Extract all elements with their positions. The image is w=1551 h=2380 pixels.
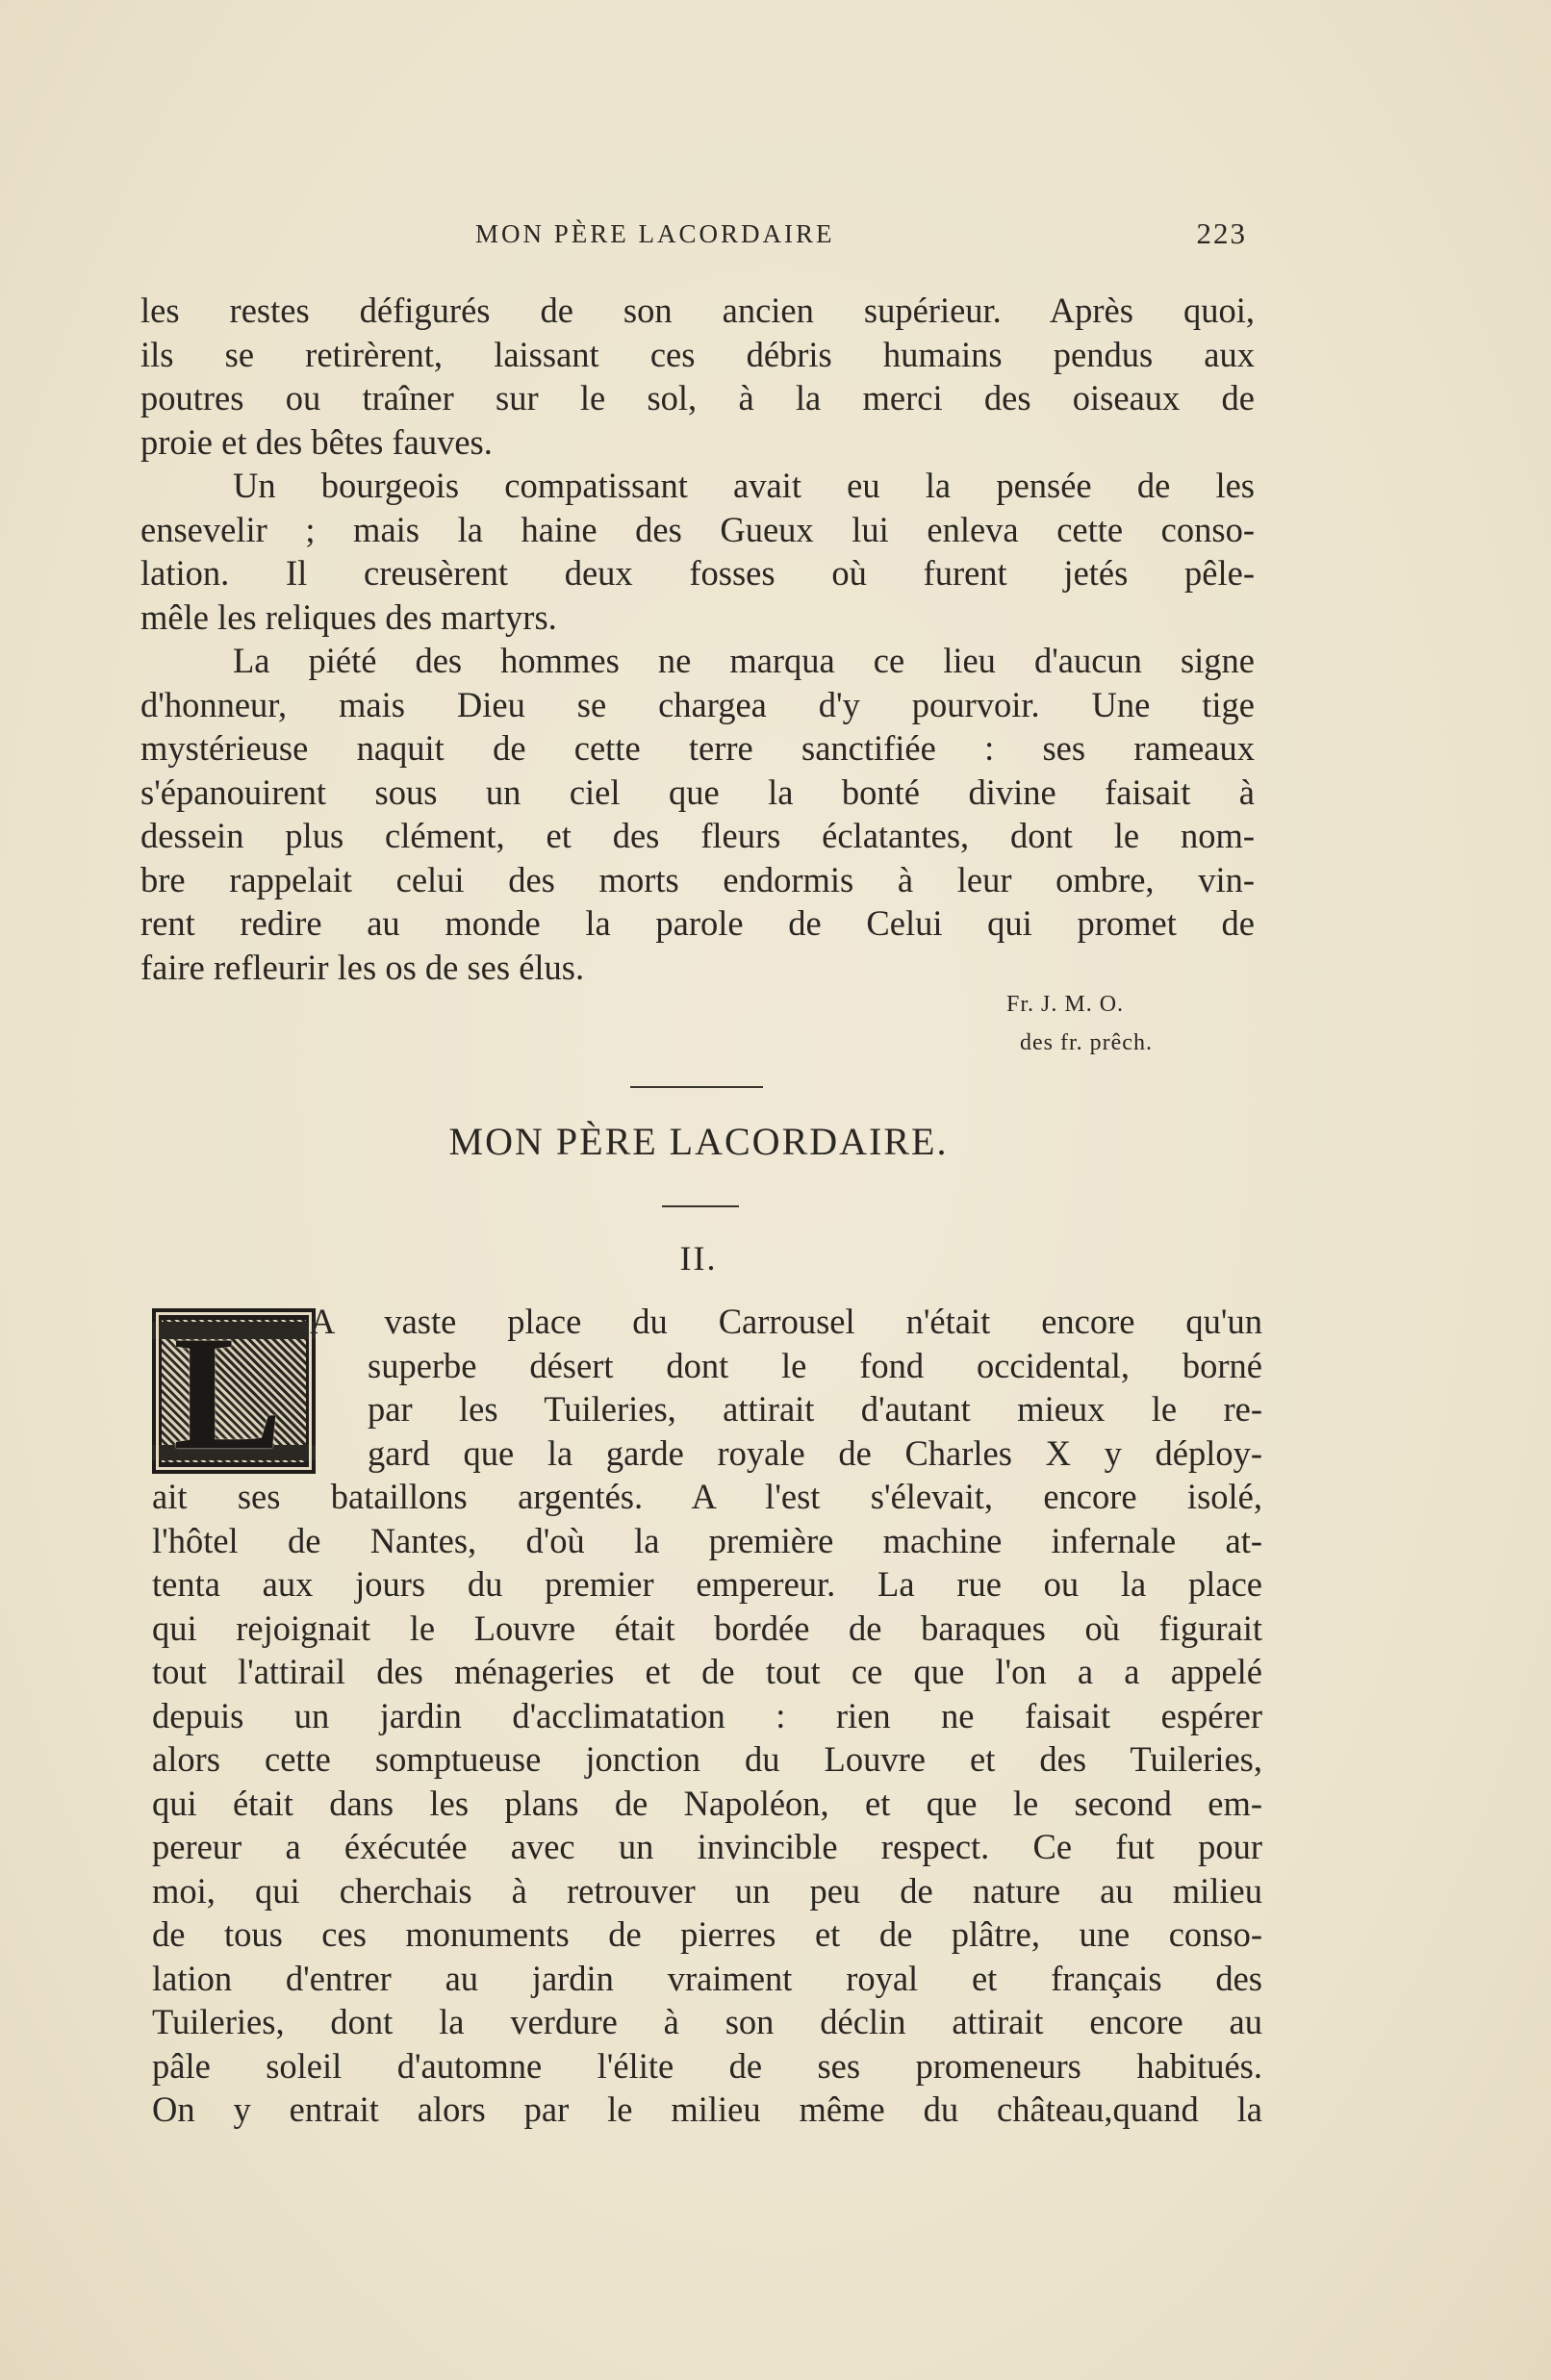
section-title: MON PÈRE LACORDAIRE.	[448, 1120, 949, 1163]
text-line: Un bourgeois compatissant avait eu la pensée de les	[233, 466, 1255, 505]
text-line: par les Tuileries, attirait d'autant mieux le re-	[368, 1389, 1262, 1429]
section-divider-short	[662, 1205, 739, 1207]
text-line: proie et des bêtes fauves.	[140, 421, 493, 462]
text-line: mystérieuse naquit de cette terre sanctifiée : ses rameaux	[140, 728, 1255, 768]
ornamental-dropcap	[152, 1303, 316, 1483]
signature-title: des fr. prêch.	[1020, 1030, 1153, 1055]
running-title: MON PÈRE LACORDAIRE	[475, 219, 835, 248]
paragraph-block-1	[140, 289, 1255, 989]
text-line: dessein plus clément, et des fleurs éclatantes, dont le nom-	[140, 816, 1255, 855]
text-line: depuis un jardin d'acclimatation : rien ne faisait espérer	[152, 1695, 1262, 1735]
text-line: lation d'entrer au jardin vraiment royal et français des	[152, 1958, 1262, 1998]
text-line: pâle soleil d'automne l'élite de ses promeneurs habitués.	[152, 2045, 1262, 2086]
text-line: ils se retirèrent, laissant ces débris humains pendus aux	[140, 334, 1255, 374]
text-line: gard que la garde royale de Charles X y déploy-	[368, 1432, 1262, 1473]
paragraph-block-2	[152, 1475, 1262, 2132]
text-line: qui était dans les plans de Napoléon, et que le second em-	[152, 1783, 1262, 1823]
text-line: alors cette somptueuse jonction du Louvre et des Tuileries,	[152, 1739, 1262, 1779]
text-line: A vaste place du Carrousel n'était encore qu'un	[310, 1302, 1262, 1341]
text-line: s'épanouirent sous un ciel que la bonté divine faisait à	[140, 772, 1255, 812]
text-line: rent redire au monde la parole de Celui qui promet de	[140, 903, 1255, 943]
running-header	[140, 216, 1247, 258]
text-line: de tous ces monuments de pierres et de plâtre, une conso-	[152, 1914, 1262, 1954]
dropcap-letter: L	[173, 1303, 283, 1483]
text-line: La piété des hommes ne marqua ce lieu d'aucun signe	[233, 641, 1255, 680]
text-line: On y entrait alors par le milieu même du château,quand la	[152, 2089, 1262, 2129]
text-line: faire refleurir les os de ses élus.	[140, 947, 585, 987]
signature-name: Fr. J. M. O.	[1006, 992, 1125, 1017]
section-number: II.	[679, 1239, 718, 1278]
text-line: superbe désert dont le fond occidental, borné	[368, 1345, 1262, 1385]
text-line: d'honneur, mais Dieu se chargea d'y pourvoir. Une tige	[140, 684, 1255, 724]
text-line: moi, qui cherchais à retrouver un peu de nature au milieu	[152, 1870, 1262, 1911]
text-line: pereur a éxécutée avec un invincible respect. Ce fut pour	[152, 1827, 1262, 1866]
text-line: mêle les reliques des martyrs.	[140, 596, 557, 637]
text-line: tout l'attirail des ménageries et de tout ce que l'on a a appelé	[152, 1652, 1262, 1691]
text-line: qui rejoignait le Louvre était bordée de baraques où figurait	[152, 1608, 1262, 1648]
text-line: ait ses bataillons argentés. A l'est s'élevait, encore isolé,	[152, 1477, 1262, 1516]
text-line: Tuileries, dont la verdure à son déclin attirait encore au	[152, 2002, 1262, 2041]
section-divider	[630, 1086, 763, 1088]
paragraph-lead-lines	[310, 1300, 1262, 1475]
text-line: l'hôtel de Nantes, d'où la première machine infernale at-	[152, 1520, 1262, 1560]
text-line: lation. Il creusèrent deux fosses où furent jetés pêle-	[140, 553, 1255, 593]
text-line: les restes défigurés de son ancien supérieur. Après quoi,	[140, 291, 1255, 330]
page-number: 223	[1196, 216, 1247, 250]
text-line: poutres ou traîner sur le sol, à la merci des oiseaux de	[140, 378, 1255, 418]
text-line: bre rappelait celui des morts endormis à leur ombre, vin-	[140, 859, 1255, 899]
text-line: tenta aux jours du premier empereur. La rue ou la place	[152, 1564, 1262, 1604]
text-line: ensevelir ; mais la haine des Gueux lui enleva cette conso-	[140, 509, 1255, 549]
